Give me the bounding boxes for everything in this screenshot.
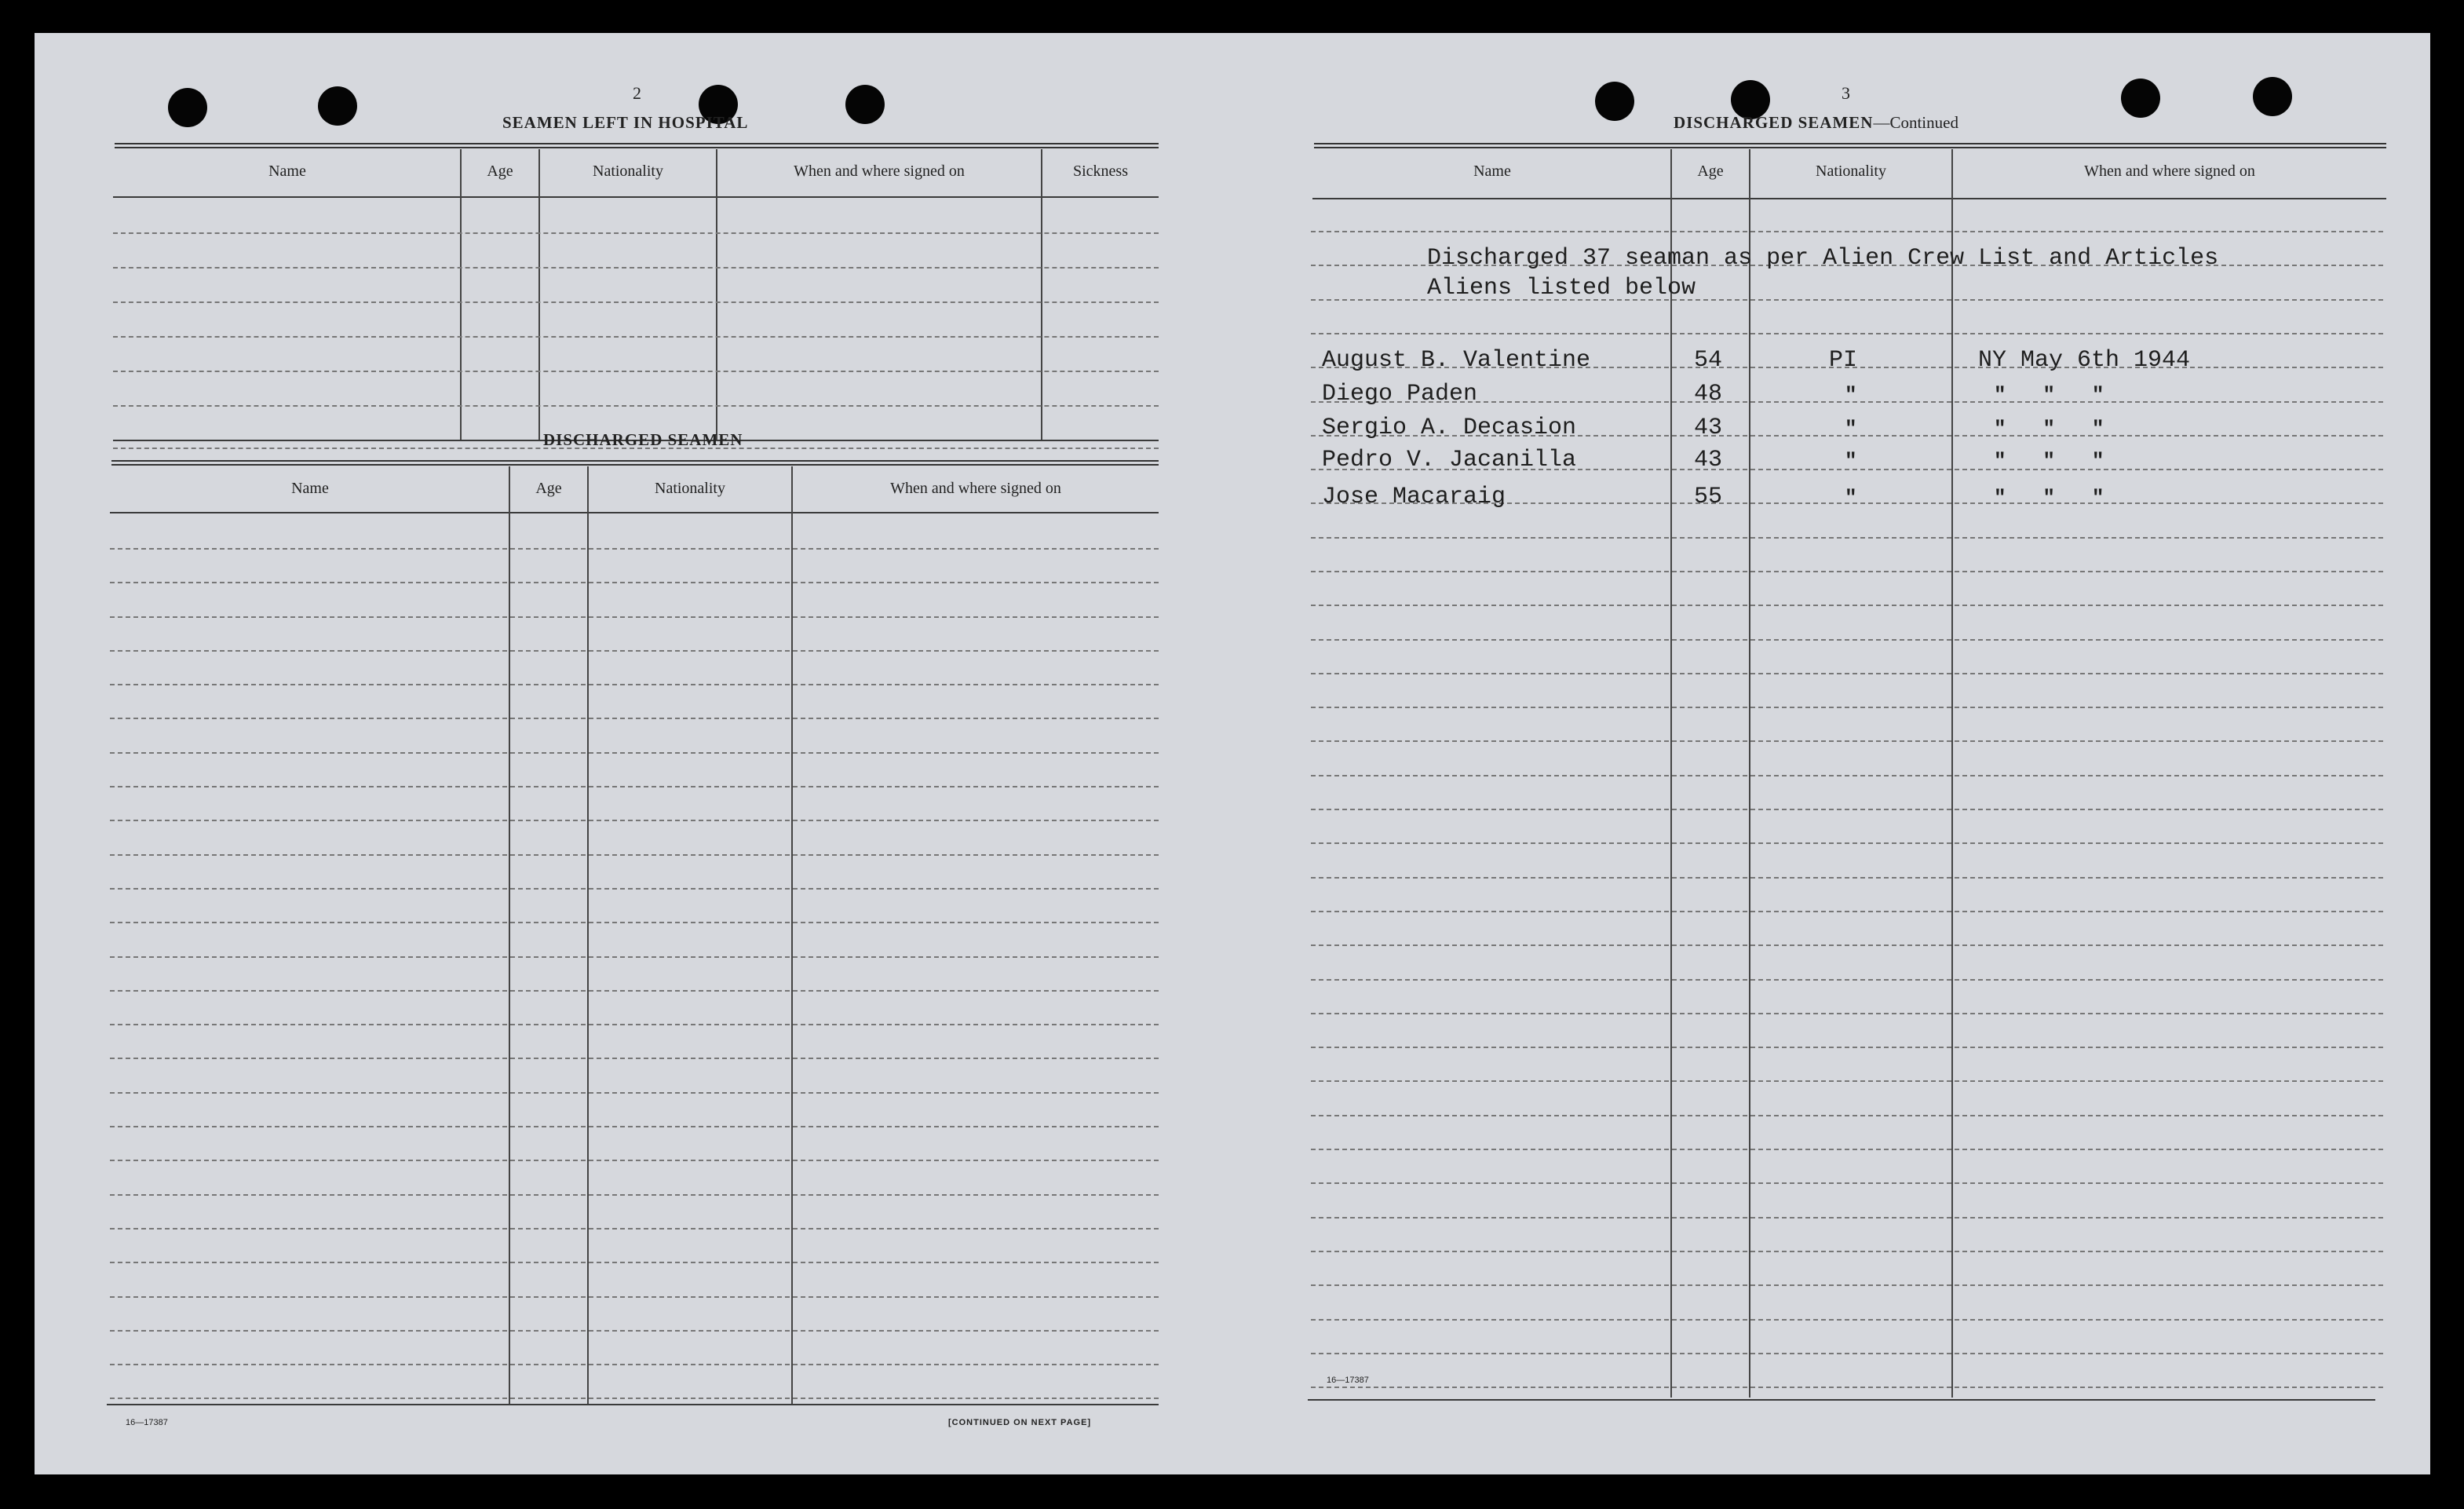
ruled-line bbox=[110, 1228, 1159, 1229]
punch-hole bbox=[845, 85, 885, 124]
right-section-title bbox=[1674, 113, 1958, 133]
right-section-title-text: DISCHARGED SEAMEN bbox=[1674, 113, 1874, 132]
seaman-nationality: " bbox=[1845, 449, 1857, 473]
ruled-line bbox=[1311, 1013, 2383, 1014]
punch-hole bbox=[1595, 82, 1634, 121]
ruled-line bbox=[110, 1262, 1159, 1263]
seaman-signed-on: " " " bbox=[1994, 449, 2104, 473]
discharged-col-name-header: Name bbox=[291, 480, 329, 497]
hospital-col-signed-on-header: When and where signed on bbox=[794, 163, 965, 180]
ruled-line bbox=[1311, 842, 2383, 844]
ruled-line bbox=[1311, 1047, 2383, 1048]
seaman-name: Diego Paden bbox=[1322, 381, 1478, 407]
ruled-line bbox=[1311, 911, 2383, 912]
hospital-ruled-line bbox=[113, 267, 1159, 269]
ruled-line bbox=[110, 1330, 1159, 1332]
ruled-line bbox=[1311, 1149, 2383, 1150]
ruled-line bbox=[110, 650, 1159, 652]
ruled-line bbox=[110, 922, 1159, 923]
ruled-line bbox=[110, 1364, 1159, 1365]
seaman-age: 55 bbox=[1694, 484, 1723, 510]
hospital-col-divider bbox=[538, 149, 540, 441]
typed-note-line-1: Discharged 37 seaman as per Alien Crew List and Articles bbox=[1427, 245, 2219, 272]
left-page-number: 2 bbox=[633, 83, 641, 103]
hospital-ruled-line bbox=[113, 371, 1159, 372]
discharged-header-top-rule bbox=[111, 460, 1159, 466]
ruled-line bbox=[1311, 1182, 2383, 1184]
hospital-col-name-header: Name bbox=[268, 163, 306, 180]
hospital-ruled-line bbox=[113, 232, 1159, 234]
left-form-number: 16—17387 bbox=[126, 1418, 168, 1427]
right-page-number: 3 bbox=[1842, 83, 1850, 103]
ruled-line bbox=[110, 616, 1159, 618]
right-bottom-rule bbox=[1308, 1399, 2375, 1401]
discharged-col-signed-on-header: When and where signed on bbox=[890, 480, 1061, 497]
hospital-ruled-line bbox=[113, 405, 1159, 407]
ruled-line bbox=[1311, 231, 2383, 232]
seaman-nationality: " bbox=[1845, 383, 1857, 407]
ruled-line bbox=[1311, 1319, 2383, 1321]
ruled-line bbox=[110, 854, 1159, 856]
seaman-nationality: " bbox=[1845, 486, 1857, 510]
seaman-signed-on: " " " bbox=[1994, 486, 2104, 510]
seaman-age: 48 bbox=[1694, 381, 1723, 407]
ruled-line bbox=[1311, 944, 2383, 946]
ruled-line bbox=[1311, 673, 2383, 674]
right-col-divider bbox=[1749, 149, 1750, 1398]
discharged-section-title: DISCHARGED SEAMEN bbox=[543, 430, 743, 449]
seaman-age: 43 bbox=[1694, 415, 1723, 441]
right-col-signed-on-header: When and where signed on bbox=[2084, 163, 2255, 180]
right-col-age-header: Age bbox=[1697, 163, 1724, 180]
ruled-line bbox=[110, 718, 1159, 719]
seaman-name: Jose Macaraig bbox=[1322, 484, 1506, 510]
seaman-name: August B. Valentine bbox=[1322, 347, 1591, 374]
right-form-number: 16—17387 bbox=[1327, 1376, 1369, 1385]
ruled-line bbox=[110, 786, 1159, 787]
discharged-col-age-header: Age bbox=[535, 480, 562, 497]
ruled-line bbox=[1311, 333, 2383, 334]
ruled-line bbox=[110, 1024, 1159, 1025]
hospital-col-divider bbox=[1041, 149, 1042, 441]
ruled-line bbox=[1311, 605, 2383, 606]
right-col-nationality-header: Nationality bbox=[1816, 163, 1886, 180]
hospital-section-title: SEAMEN LEFT IN HOSPITAL bbox=[502, 113, 749, 132]
seaman-name: Pedro V. Jacanilla bbox=[1322, 447, 1577, 473]
ruled-line bbox=[110, 548, 1159, 550]
hospital-col-sickness-header: Sickness bbox=[1073, 163, 1128, 180]
right-header-top-rule bbox=[1314, 143, 2386, 148]
discharged-col-nationality-header: Nationality bbox=[655, 480, 725, 497]
right-section-title-continued: —Continued bbox=[1873, 113, 1958, 132]
ruled-line bbox=[1311, 571, 2383, 572]
ruled-line bbox=[1311, 1387, 2383, 1388]
right-col-name-header: Name bbox=[1473, 163, 1511, 180]
ruled-line bbox=[1311, 877, 2383, 879]
typed-note-line-2: Aliens listed below bbox=[1427, 275, 1696, 301]
ruled-line bbox=[1311, 1217, 2383, 1219]
ruled-line bbox=[1311, 707, 2383, 708]
seaman-age: 54 bbox=[1694, 347, 1723, 374]
ruled-line bbox=[1311, 639, 2383, 641]
ruled-line bbox=[110, 1398, 1159, 1399]
punch-hole bbox=[2121, 79, 2160, 118]
ruled-line bbox=[1311, 1353, 2383, 1354]
ruled-line bbox=[110, 684, 1159, 685]
ruled-line bbox=[110, 956, 1159, 958]
ruled-line bbox=[1311, 1080, 2383, 1082]
ruled-line bbox=[110, 582, 1159, 583]
ruled-line bbox=[110, 1194, 1159, 1196]
ruled-line bbox=[110, 1160, 1159, 1161]
right-col-divider bbox=[1670, 149, 1672, 1398]
hospital-ruled-line bbox=[113, 301, 1159, 303]
discharged-bottom-rule bbox=[107, 1404, 1159, 1405]
right-col-divider bbox=[1951, 149, 1953, 1398]
ruled-line bbox=[1311, 1251, 2383, 1252]
seaman-nationality: PI bbox=[1829, 347, 1858, 374]
hospital-header-bottom-rule bbox=[113, 196, 1159, 198]
ruled-line bbox=[1311, 809, 2383, 810]
hospital-col-age-header: Age bbox=[487, 163, 513, 180]
discharged-header-bottom-rule bbox=[110, 512, 1159, 513]
document-sheet bbox=[35, 33, 2430, 1474]
ruled-line bbox=[110, 1058, 1159, 1059]
ruled-line bbox=[1311, 775, 2383, 776]
ruled-line bbox=[1311, 740, 2383, 742]
right-header-bottom-rule bbox=[1312, 198, 2386, 199]
ruled-line bbox=[110, 1296, 1159, 1298]
ruled-line bbox=[110, 1092, 1159, 1094]
seaman-signed-on: NY May 6th 1944 bbox=[1978, 347, 2191, 374]
hospital-col-divider bbox=[716, 149, 717, 441]
ruled-line bbox=[110, 752, 1159, 754]
seaman-signed-on: " " " bbox=[1994, 417, 2104, 440]
punch-hole bbox=[318, 86, 357, 126]
ruled-line bbox=[110, 990, 1159, 992]
seaman-name: Sergio A. Decasion bbox=[1322, 415, 1577, 441]
punch-hole bbox=[168, 88, 207, 127]
continued-on-next-page-note: [CONTINUED ON NEXT PAGE] bbox=[948, 1418, 1092, 1427]
hospital-ruled-line bbox=[113, 336, 1159, 338]
seaman-nationality: " bbox=[1845, 417, 1857, 440]
hospital-col-nationality-header: Nationality bbox=[593, 163, 663, 180]
ruled-line bbox=[110, 888, 1159, 890]
ruled-line bbox=[110, 1126, 1159, 1127]
hospital-col-divider bbox=[460, 149, 462, 441]
ruled-line bbox=[110, 820, 1159, 821]
ruled-line bbox=[1311, 1115, 2383, 1116]
ruled-line bbox=[1311, 1284, 2383, 1286]
ruled-line bbox=[1311, 979, 2383, 981]
hospital-header-top-rule bbox=[115, 143, 1159, 148]
seaman-age: 43 bbox=[1694, 447, 1723, 473]
ruled-line bbox=[1311, 537, 2383, 539]
punch-hole bbox=[2253, 77, 2292, 116]
seaman-signed-on: " " " bbox=[1994, 383, 2104, 407]
